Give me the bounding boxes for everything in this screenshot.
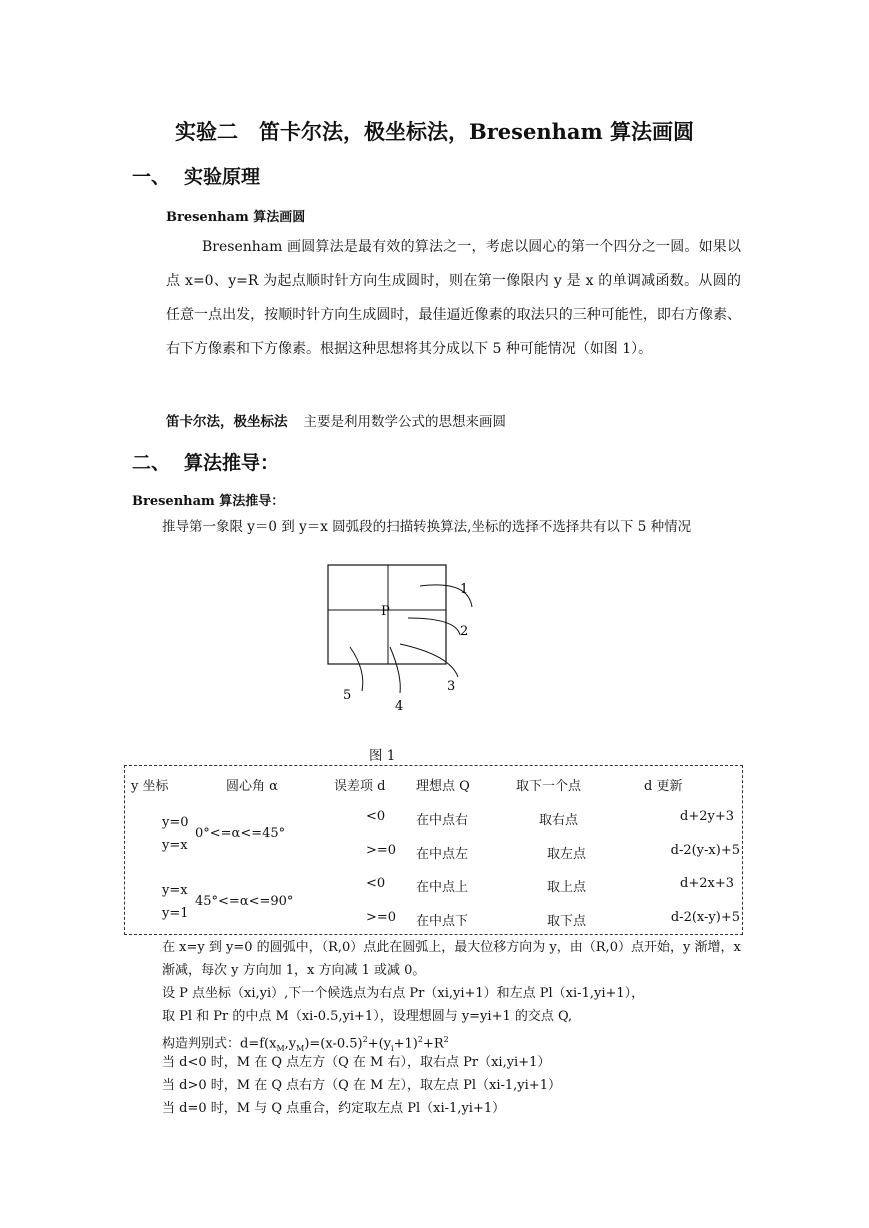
formula-part: +(y [367,1036,392,1052]
section-label: 实验原理 [184,166,261,188]
arc-label-5: 5 [343,688,352,703]
table-header-error: 误差项 d [334,779,386,794]
paragraph-text: Bresenham 画圆算法是最有效的算法之一，考虑以圆心的第一个四分之一圆。如果以点 x=0、y=R 为起点顺时针方向生成圆时，则在第一像限内 y 是 x 的单调减函数。从圆的任意一点出发，按顺时针方向生成圆时，最佳逼近像素的取法只的三种可能性，即右方像素、右下方像素和下方像素。根据这种思想将其分成以下 5 种可能情况（如图 1）。 [166,239,741,357]
row4-next: 取下点 [547,914,587,929]
page-title: 实验二 笛卡尔法，极坐标法，Bresenham 算法画圆 [174,119,695,144]
arc-5 [350,647,363,691]
formula-sub: M [296,1043,305,1053]
formula-sub: M [276,1043,285,1053]
group2-y-start: y=x [162,883,188,898]
subheading-cartesian-bold: 笛卡尔法，极坐标法 [166,414,288,430]
text-line-candidates: 设 P 点坐标（xi,yi）,下一个候选点为右点 Pr（xi,yi+1）和左点 Pl（xi-1,yi+1）， [162,986,645,1001]
row1-update: d+2y+3 [680,809,734,824]
formula-part: +1) [393,1036,418,1052]
table-header-angle: 圆心角 α [226,779,278,794]
row1-next: 取右点 [539,813,579,828]
text-line-case-zero: 当 d=0 时，M 与 Q 点重合，约定取左点 Pl（xi-1,yi+1） [162,1101,506,1116]
table-header-ideal: 理想点 Q [416,779,470,794]
row3-next: 取上点 [547,880,587,895]
row3-error: <0 [366,876,386,891]
paragraph-derivation: 推导第一象限 y＝0 到 y＝x 圆弧段的扫描转换算法,坐标的选择不选择共有以下 5 种情况 [162,519,692,535]
row4-update: d-2(x-y)+5 [670,910,740,925]
group1-y-start: y=0 [162,815,189,830]
formula-part: )=(x-0.5) [304,1036,363,1052]
section-heading-1 [132,162,260,189]
row4-error: >=0 [366,910,397,925]
arc-4 [390,647,400,693]
formula-part: ,y [284,1036,297,1052]
point-p-label: P [381,604,390,619]
arc-3 [400,644,458,677]
section-number: 二、 [132,452,171,474]
row3-update: d+2x+3 [680,876,734,891]
text-line-case-positive: 当 d>0 时，M 在 Q 点右方（Q 在 M 左），取左点 Pl（xi-1,yi+1） [162,1078,561,1093]
row2-next: 取左点 [547,847,587,862]
arc-label-1: 1 [460,582,469,597]
formula-part: 构造判别式：d=f(x [162,1036,277,1052]
group2-angle: 45°<=α<=90° [195,894,294,909]
row1-ideal: 在中点右 [416,813,469,828]
case-table [124,765,743,935]
arc-label-3: 3 [447,679,456,694]
arc-label-2: 2 [460,624,469,639]
row1-error: <0 [366,809,386,824]
figure-caption: 图 1 [369,748,396,764]
table-header-update: d 更新 [644,779,683,794]
row2-error: >=0 [366,843,397,858]
text-line-midpoint: 取 Pl 和 Pr 的中点 M（xi-0.5,yi+1），设理想圆与 y=yi+1 的交点 Q, [162,1009,573,1024]
paragraph-arc: 在 x=y 到 y=0 的圆弧中，（R,0）点此在圆弧上，最大位移方向为 y，由（R,0）点开始，y 渐增，x 渐减，每次 y 方向加 1，x 方向减 1 或减 0。 [162,940,741,978]
row4-ideal: 在中点下 [416,914,469,929]
section-number: 一、 [132,166,171,188]
formula-part: +R [422,1036,444,1052]
section-heading-2 [132,448,279,475]
group1-y-end: y=x [162,838,188,853]
formula-sup: 2 [443,1035,449,1044]
formula-sub: i [391,1043,394,1053]
arc-label-4: 4 [395,699,404,714]
subheading-derivation: Bresenham 算法推导： [132,494,285,509]
arc-2 [408,618,460,635]
subheading-bresenham: Bresenham 算法画圆 [166,210,306,225]
section-label: 算法推导： [184,452,280,474]
row2-ideal: 在中点左 [416,847,469,862]
row2-update: d-2(y-x)+5 [670,843,740,858]
subheading-cartesian [166,410,506,430]
row3-ideal: 在中点上 [416,880,469,895]
subheading-cartesian-text: 主要是利用数学公式的思想来画圆 [303,414,506,430]
table-header-y: y 坐标 [131,779,169,794]
group1-angle: 0°<=α<=45° [195,826,286,841]
formula-sup: 2 [362,1035,368,1044]
paragraph-principle [166,230,741,366]
table-header-next: 取下一个点 [516,779,582,794]
figure-1-diagram [300,555,500,720]
formula-sup: 2 [417,1035,423,1044]
text-line-case-negative: 当 d<0 时，M 在 Q 点左方（Q 在 M 右），取右点 Pr（xi,yi+1） [162,1055,551,1070]
group2-y-end: y=1 [162,906,189,921]
